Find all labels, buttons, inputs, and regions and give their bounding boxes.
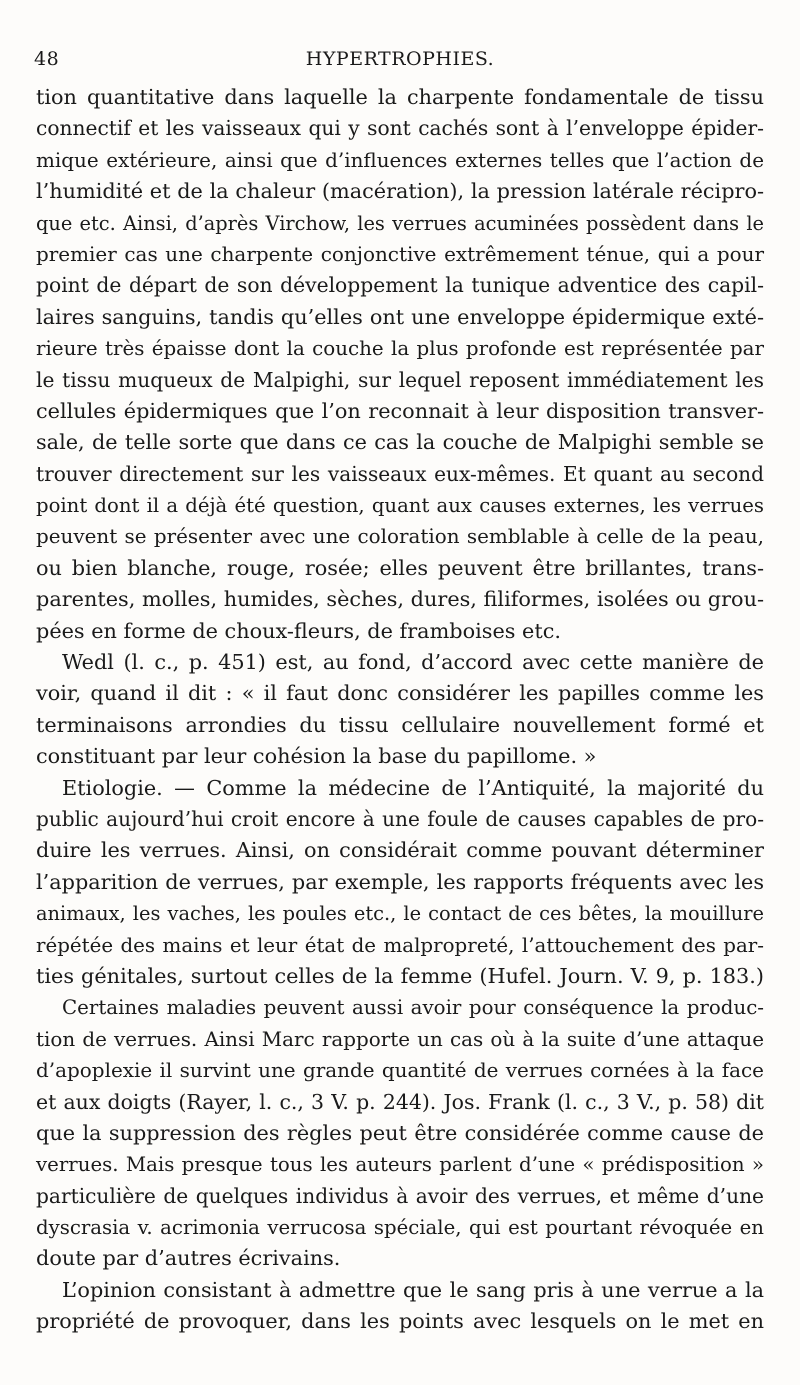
text-line: trouver directement sur les vaisseaux eux-mêmes. Et quant au second xyxy=(36,461,764,486)
text-line: Wedl (l. c., p. 451) est, au fond, d’accord avec cette manière de xyxy=(62,650,764,675)
body-text xyxy=(36,82,764,1338)
text-line: constituant par leur cohésion la base du papillome. » xyxy=(36,744,597,769)
running-head: HYPERTROPHIES. xyxy=(305,48,495,70)
text-line: le tissu muqueux de Malpighi, sur lequel reposent immédiatement les xyxy=(36,367,764,392)
text-line: et aux doigts (Rayer, l. c., 3 V. p. 244). Jos. Frank (l. c., 3 V., p. 58) dit xyxy=(36,1089,764,1114)
text-line: parentes, molles, humides, sèches, dures, filiformes, isolées ou grou- xyxy=(36,587,764,612)
text-line: que etc. Ainsi, d’après Virchow, les verrues acuminées possèdent dans le xyxy=(36,211,764,235)
text-line: laires sanguins, tandis qu’elles ont une enveloppe épidermique exté- xyxy=(36,304,764,329)
text-line: Certaines maladies peuvent aussi avoir pour conséquence la produc- xyxy=(62,996,764,1020)
page-header xyxy=(34,42,766,82)
text-line: cellules épidermiques que l’on reconnait à leur disposition transver- xyxy=(36,398,764,423)
text-line: particulière de quelques individus à avoir des verrues, et même d’une xyxy=(36,1183,764,1208)
text-line: public aujourd’hui croit encore à une foule de causes capables de pro- xyxy=(36,806,764,831)
text-line: tion quantitative dans laquelle la charpente fondamentale de tissu xyxy=(36,85,764,109)
text-line: répétée des mains et leur état de malpropreté, l’attouchement des par- xyxy=(36,933,764,957)
text-line: peuvent se présenter avec une coloration semblable à celle de la peau, xyxy=(36,525,764,549)
text-line: point dont il a déjà été question, quant aux causes externes, les verrues xyxy=(36,494,764,518)
text-line: connectif et les vaisseaux qui y sont cachés sont à l’enveloppe épider- xyxy=(36,116,764,141)
text-line: mique extérieure, ainsi que d’influences externes telles que l’action de xyxy=(36,147,764,172)
text-line: l’apparition de verrues, par exemple, les rapports fréquents avec les xyxy=(36,869,764,894)
text-line: que la suppression des règles peut être considérée comme cause de xyxy=(36,1120,764,1145)
text-line: verrues. Mais presque tous les auteurs parlent d’une « prédisposition » xyxy=(36,1153,764,1177)
text-line: point de départ de son développement la tunique adventice des capil- xyxy=(36,273,764,298)
text-line: sale, de telle sorte que dans ce cas la couche de Malpighi semble se xyxy=(36,430,764,455)
page-number: 48 xyxy=(34,48,60,70)
text-line: terminaisons arrondies du tissu cellulaire nouvellement formé et xyxy=(36,712,764,737)
text-line: duire les verrues. Ainsi, on considérait comme pouvant déterminer xyxy=(36,838,764,863)
text-line: d’apoplexie il survint une grande quantité de verrues cornées à la face xyxy=(36,1058,764,1083)
text-line: L’opinion consistant à admettre que le sang pris à une verrue a la xyxy=(62,1277,764,1302)
text-line: dyscrasia v. acrimonia verrucosa spéciale, qui est pourtant révoquée en xyxy=(36,1216,764,1240)
text-line: ties génitales, surtout celles de la femme (Hufel. Journ. V. 9, p. 183.) xyxy=(36,963,764,988)
text-line: doute par d’autres écrivains. xyxy=(36,1246,341,1271)
text-line: ou bien blanche, rouge, rosée; elles peuvent être brillantes, trans- xyxy=(36,555,764,580)
text-line: animaux, les vaches, les poules etc., le contact de ces bêtes, la mouillure xyxy=(36,902,764,926)
text-line: premier cas une charpente conjonctive extrêmement ténue, qui a pour xyxy=(36,241,764,266)
text-line: tion de verrues. Ainsi Marc rapporte un cas où à la suite d’une attaque xyxy=(36,1027,764,1051)
text-line: voir, quand il dit : « il faut donc considérer les papilles comme les xyxy=(36,681,764,706)
text-line: rieure très épaisse dont la couche la plus profonde est représentée par xyxy=(36,337,764,361)
text-line: pées en forme de choux-fleurs, de framboises etc. xyxy=(36,618,561,643)
text-line: l’humidité et de la chaleur (macération), la pression latérale récipro- xyxy=(36,179,764,204)
text-line: Etiologie. — Comme la médecine de l’Antiquité, la majorité du xyxy=(62,775,764,800)
text-line: propriété de provoquer, dans les points avec lesquels on le met en xyxy=(36,1309,764,1334)
